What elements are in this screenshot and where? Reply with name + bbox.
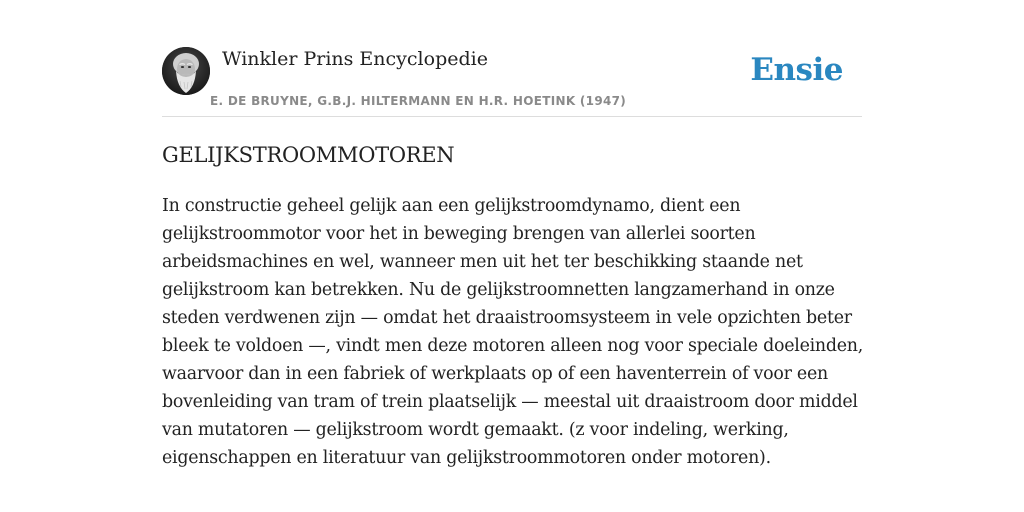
bearded-man-portrait-icon [162, 47, 210, 95]
body-line: bleek te voldoen —, vindt men deze motoren alleen nog voor speciale doeleinden, [162, 336, 864, 356]
body-line: In constructie geheel gelijk aan een gelijkstroomdynamo, dient een [162, 196, 741, 216]
body-line: bovenleiding van tram of trein plaatselijk — meestal uit draaistroom door middel [162, 392, 858, 412]
body-line: waarvoor dan in een fabriek of werkplaats op of een haventerrein of voor een [162, 364, 828, 384]
publication-title[interactable]: Winkler Prins Encyclopedie [222, 48, 488, 70]
body-line: arbeidsmachines en wel, wanneer men uit het ter beschikking staande net [162, 252, 803, 272]
page-header [162, 46, 862, 117]
body-line: gelijkstroommotor voor het in beweging brengen van allerlei soorten [162, 224, 756, 244]
ensie-logo-link[interactable]: Ensie [750, 52, 843, 88]
entry-title: GELIJKSTROOMMOTOREN [162, 143, 455, 167]
authors-line: E. DE BRUYNE, G.B.J. HILTERMANN EN H.R. HOETINK (1947) [210, 94, 627, 108]
author-avatar-icon [162, 47, 210, 95]
body-line: van mutatoren — gelijkstroom wordt gemaakt. (z voor indeling, werking, [162, 420, 789, 440]
body-line: eigenschappen en literatuur van gelijkstroommotoren onder motoren). [162, 448, 771, 468]
entry-body [162, 192, 862, 472]
body-line: gelijkstroom kan betrekken. Nu de gelijkstroomnetten langzamerhand in onze [162, 280, 835, 300]
body-line: steden verdwenen zijn — omdat het draaistroomsysteem in vele opzichten beter [162, 308, 852, 328]
